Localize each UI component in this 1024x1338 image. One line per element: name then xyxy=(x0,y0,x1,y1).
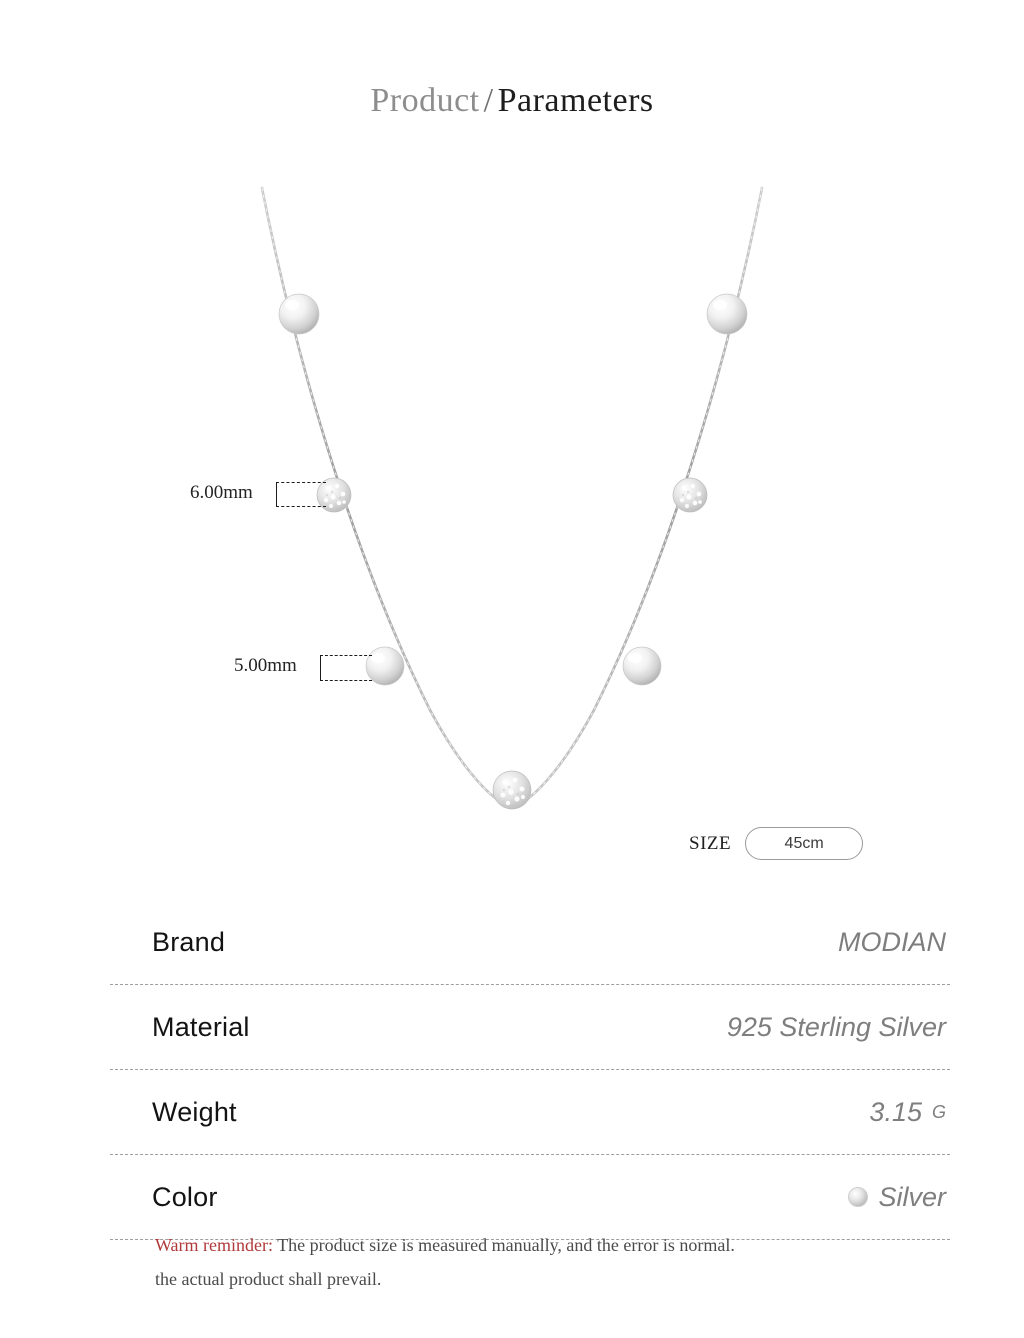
spec-value-brand: MODIAN xyxy=(838,926,946,957)
spec-value-weight xyxy=(869,1097,950,1128)
color-swatch-icon xyxy=(848,1187,868,1207)
page-title xyxy=(0,82,1024,120)
spec-value-material: 925 Sterling Silver xyxy=(726,1011,946,1042)
spec-table xyxy=(110,900,950,1240)
spec-key-weight: Weight xyxy=(152,1096,237,1127)
callout-6mm: 6.00mm xyxy=(190,482,253,503)
spec-value-weight-unit: G xyxy=(931,1101,946,1122)
spec-value-color-label: Silver xyxy=(878,1181,946,1212)
warm-reminder-line1: The product size is measured manually, and the error is normal. xyxy=(273,1235,735,1255)
warm-reminder-label: Warm reminder: xyxy=(155,1235,274,1255)
spec-value-color xyxy=(848,1182,950,1213)
spec-key-color: Color xyxy=(152,1181,218,1212)
size-value-pill[interactable]: 45cm xyxy=(745,827,863,860)
spec-value-weight-number: 3.15 xyxy=(869,1096,922,1127)
pearl-bead-left-top xyxy=(279,294,319,334)
callout-6mm-bracket xyxy=(276,482,326,507)
spec-row-material xyxy=(110,985,950,1070)
page-title-slash: / xyxy=(483,82,494,119)
product-illustration xyxy=(0,150,1024,850)
callout-5mm: 5.00mm xyxy=(234,655,297,676)
warm-reminder xyxy=(155,1228,935,1296)
page-title-parameters: Parameters xyxy=(497,82,654,119)
spec-row-brand xyxy=(110,900,950,985)
size-label: SIZE xyxy=(689,832,732,854)
callout-5mm-bracket xyxy=(320,655,372,681)
pearl-bead-right-top xyxy=(707,294,747,334)
warm-reminder-line2: the actual product shall prevail. xyxy=(155,1269,382,1289)
spec-row-weight xyxy=(110,1070,950,1155)
spec-key-brand: Brand xyxy=(152,926,226,957)
pearl-bead-right-bottom xyxy=(623,647,661,685)
pave-ball-right xyxy=(673,478,707,512)
pave-ball-center xyxy=(493,771,531,809)
spec-key-material: Material xyxy=(152,1011,250,1042)
size-row xyxy=(689,827,863,860)
page-title-product: Product xyxy=(370,82,480,119)
necklace-drawing xyxy=(0,150,1024,850)
